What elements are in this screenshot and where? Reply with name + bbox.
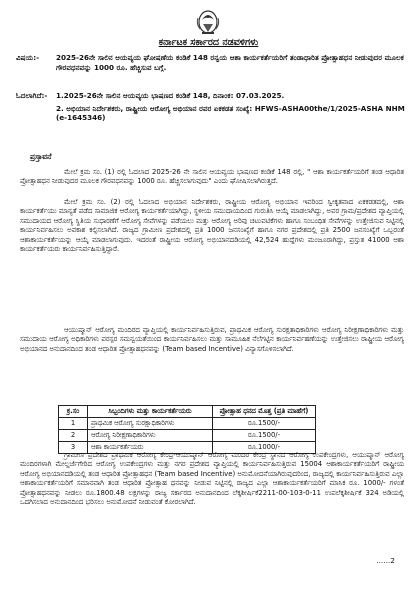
- subject-label: ವಿಷಯ:-: [16, 53, 40, 62]
- table-cell-serial: 3: [59, 441, 88, 453]
- references-row: [16, 91, 406, 135]
- table-cell-serial: 1: [59, 417, 88, 429]
- reference-2: 2. ಅಭಿಯಾನ ನಿರ್ದೇಶಕರು, ರಾಷ್ಟ್ರೀಯ ಆರೋಗ್ಯ ಅಭಿಯಾನ ರವರ ಏಕಕಡತ ಸಂಖ್ಯೆ: HFWS-ASHA00the/1/2025-ASHA NHM (e-1645346): [56, 103, 405, 123]
- paragraph-1: ಮೇಲೆ ಕ್ರಮ ಸಂ. (1) ರಲ್ಲಿ ಓದಲಾದ 2025-26 ನೇ ಸಾಲಿನ ಆಯವ್ಯಯ ಭಾಷಣದ ಕಂಡಿಕೆ 148 ರಲ್ಲಿ, " ಆಶಾ ಕಾರ್ಯಕರ್ತೆಯರಿಗೆ ತಂಡ ಆಧಾರಿತ ಪ್ರೋತ್ಸಾಹಧನ ನೀಡುವುದರ ಮೂಲಕ ಗೌರವಧನವನ್ನು 1000 ರೂ. ಹೆಚ್ಚಿಸಲಾಗುವುದು" ಎಂದು ಘೋಷಿಸಲಾಗಿರುತ್ತದೆ.: [20, 168, 404, 186]
- subject-text: 2025-26ನೇ ಸಾಲಿನ ಆಯವ್ಯಯ ಘೋಷಣೆಯ ಕಂಡಿಕೆ 148 ರನ್ವಯ ಆಶಾ ಕಾರ್ಯಕರ್ತೆಯರಿಗೆ ತಂಡಾಧಾರಿತ ಪ್ರೋತ್ಸಾಹಧನ ನೀಡುವುದರ ಮೂಲಕ ಗೌರವಧನವನ್ನು 1000 ರೂ. ಹೆಚ್ಚಿಸುವ ಬಗ್ಗೆ.: [56, 53, 404, 72]
- incentive-table: [58, 405, 316, 454]
- table-header-staff: ಸಿಬ್ಬಂದಿಗಳು ಮತ್ತು ಕಾರ್ಯಕರ್ತೆಯರು: [88, 406, 213, 418]
- karnataka-emblem-icon: [193, 6, 223, 36]
- table-cell-staff: ಆಶಾ ಕಾರ್ಯಕರ್ತೆಯರು: [88, 441, 213, 453]
- paragraph-3: ಆಯುಷ್ಮಾನ್ ಆರೋಗ್ಯ ಮಂದಿರದ ವ್ಯಾಪ್ತಿಯಲ್ಲಿ ಕಾರ್ಯನಿರ್ವಹಿಸುತ್ತಿರುವ, ಪ್ರಾಥಮಿಕ ಆರೋಗ್ಯ ಸುರಕ್ಷತಾಧಿಕಾರಿಗಳು ಆರೋಗ್ಯ ನಿರೀಕ್ಷಣಾಧಿಕಾರಿಗಳು ಮತ್ತು ಸಮುದಾಯ ಆರೋಗ್ಯ ಅಧಿಕಾರಿಗಳು ಪರಸ್ಪರ ಸಮನ್ವಯತೆಯಿಂದ ಕಾರ್ಯನಿರ್ವಹಿಸಲು ಮತ್ತು ಸಾಮೂಹಿಕ ನೆಲೆಗಟ್ಟಿನ ಕಾರ್ಯನಿರ್ವಹಣೆಯನ್ನು ಉತ್ತೇಜಿಸಲು ರಾಷ್ಟ್ರೀಯ ಆರೋಗ್ಯ ಅಭಿಯಾನದ ಅನುದಾನದಿಂದ ತಂಡ ಆಧಾರಿತ ಪ್ರೋತ್ಸಾಹಧನವನ್ನು (Team based Incentive) ವಿನ್ಯಾಸಗೊಳಿಸಲಾಗಿದೆ.: [20, 326, 404, 353]
- table-header-row: [59, 406, 316, 418]
- table-header-serial: ಕ್ರ.ಸಂ: [59, 406, 88, 418]
- references-label: ಓದಲಾಗಿದೆ:-: [16, 91, 48, 100]
- table-cell-amount: ರೂ.1500/-: [213, 429, 316, 441]
- paragraph-2: ಮೇಲೆ ಕ್ರಮ ಸಂ. (2) ರಲ್ಲಿ ಓದಲಾದ ಅಭಿಯಾನ ನಿರ್ದೇಶಕರು, ರಾಷ್ಟ್ರೀಯ ಆರೋಗ್ಯ ಅಭಿಯಾನ ಇವರಿಂದ ಸ್ವೀಕೃತವಾದ ಏಕಕಡತದಲ್ಲಿ, ಆಶಾ ಕಾರ್ಯಕರ್ತೆಯು ಮಾನ್ಯತೆ ಪಡೆದ ಸಾಮಾಜಿಕ ಆರೋಗ್ಯ ಕಾರ್ಯಕರ್ತೆಯಾಗಿದ್ದು, ಸ್ಥಳೀಯ ಸಮುದಾಯದಿಂದ ಗುರುತಿಸಿ ಆಯ್ಕೆ ಮಾಡಲಾಗಿದ್ದು, ಅವರ ಗ್ರಾಮ/ಪ್ರದೇಶದ ವ್ಯಾಪ್ತಿಯಲ್ಲಿ ಸಮುದಾಯದ ಆರೋಗ್ಯ ಸ್ಥಿತಿಯ ಸುಧಾರಣೆಗೆ ಆರೋಗ್ಯ ಸೇವೆಗಳನ್ನು ಪಡೆಯಲು ಮತ್ತು ಆರೋಗ್ಯ ಅರಿವು ಚಟುವಟಿಕೆಗಳು ಹಾಗೂ ಸಂಬಂಧಿತ ಸೇವೆಗಳನ್ನು ಉತ್ತೇಜಿಸುವ ನಿಟ್ಟಿನಲ್ಲಿ ಕಾರ್ಯನಿರ್ವಹಿಸಲು ಅವಕಾಶ ಕಲ್ಪಿಸಲಾಗಿದೆ. ರಾಜ್ಯದ ಗ್ರಾಮೀಣ ಪ್ರದೇಶದಲ್ಲಿ ಪ್ರತಿ 1000 ಜನಸಂಖ್ಯೆಗೆ ಹಾಗೂ ನಗರ ಪ್ರದೇಶದಲ್ಲಿ ಪ್ರತಿ 2500 ಜನಸಂಖ್ಯೆಗೆ ಒಬ್ಬರಂತೆ ಆಶಾಕಾರ್ಯಕರ್ತೆಯನ್ನು ಆಯ್ಕೆ ಮಾಡಲಾಗುವುದು. ಇದರಂತೆ ರಾಷ್ಟ್ರೀಯ ಆರೋಗ್ಯ ಅಭಿಯಾನದಡಿಯಲ್ಲಿ 42,524 ಹುದ್ದೆಗಳು ಮಂಜೂರಾಗಿದ್ದು, ಪ್ರಸ್ತುತ 41000 ಆಶಾ ಕಾರ್ಯಕರ್ತೆಯರು ಕಾರ್ಯನಿರ್ವಹಿಸುತ್ತಿದ್ದಾರೆ.: [20, 198, 404, 254]
- reference-1: 1.2025-26ನೇ ಸಾಲಿನ ಆಯವ್ಯಯ ಭಾಷಣದ ಕಂಡಿಕೆ 148, ದಿನಾಂಕ: 07.03.2025.: [56, 91, 285, 100]
- table-cell-amount: ರೂ.1500/-: [213, 417, 316, 429]
- table-header-amount: ಪ್ರೋತ್ಸಾಹ ಧನದ ಮೊತ್ತ (ಪ್ರತಿ ಮಾಹೆಗೆ): [213, 406, 316, 418]
- page-continuation: ......2: [376, 556, 395, 565]
- table-cell-staff: ಆರೋಗ್ಯ ನಿರೀಕ್ಷಣಾಧಿಕಾರಿಗಳು: [88, 429, 213, 441]
- table-row: [59, 417, 316, 429]
- table-row: [59, 429, 316, 441]
- table-cell-amount: ರೂ.1000/-: [213, 441, 316, 453]
- subject-row: [16, 53, 406, 83]
- table-cell-staff: ಪ್ರಾಥಮಿಕ ಆರೋಗ್ಯ ಸುರಕ್ಷಾಧಿಕಾರಿಗಳು: [88, 417, 213, 429]
- table-cell-serial: 2: [59, 429, 88, 441]
- preamble-heading: ಪ್ರಸ್ತಾವನೆ: [30, 152, 52, 161]
- document-title: ಕರ್ನಾಟಕ ಸರ್ಕಾರದ ನಡವಳಿಗಳು: [158, 37, 259, 48]
- paragraph-4: ಗ್ರಾಮೀಣ ಪ್ರದೇಶದ ಪ್ರಾಥಮಿಕ ಆರೋಗ್ಯ ಕೇಂದ್ರ-ಆಯುಷ್ಮಾನ್ ಆರೋಗ್ಯ ಮಂದಿರ ಕೇಂದ್ರ ಸ್ಥಾನದ ಆರೋಗ್ಯ ಉಪಕೇಂದ್ರಗಳು, ಆಯುಷ್ಮಾನ್ ಆರೋಗ್ಯ ಮಂದಿರಗಳಾಗಿ ಮೇಲ್ದರ್ಜೆಗೇರಿದ ಆರೋಗ್ಯ ಉಪಕೇಂದ್ರಗಳು ಮತ್ತು ನಗರ ಪ್ರದೇಶದ ವ್ಯಾಪ್ತಿಯಲ್ಲಿ ಕಾರ್ಯನಿರ್ವಹಿಸುತ್ತಿರುವ 15004 ಆಶಾಕಾರ್ಯಕರ್ತೆಯರಿಗೆ ರಾಷ್ಟ್ರೀಯ ಆರೋಗ್ಯ ಅಭಿಯಾನದಡಿಯಲ್ಲಿ ತಂಡ ಆಧಾರಿತ ಪ್ರೋತ್ಸಾಹಧನ (Team based Incentive) ಅನುಮೋದನೆಯಾಗಿರುವುದರಿಂದ, ರಾಜ್ಯದಲ್ಲಿ ಕಾರ್ಯನಿರ್ವಹಿಸುತ್ತಿರುವ ಎಲ್ಲಾ ಆಶಾಕಾರ್ಯಕರ್ತೆಯರಿಗೆ ಸಮಾನವಾಗಿ ತಂಡ ಆಧಾರಿತ ಪ್ರೋತ್ಸಾಹ ಧನವನ್ನು ನೀಡುವ ನಿಟ್ಟಿನಲ್ಲಿ ರಾಜ್ಯದ ಎಲ್ಲಾ ಆಶಾಕಾರ್ಯಕರ್ತೆಯರಿಗೆ ಮಾಸಿಕ ರೂ. 1000/- ಗಳಂತೆ ಪ್ರೋತ್ಸಾಹಧನವನ್ನು ನೀಡಲು ರೂ.1800.48 ಲಕ್ಷಗಳನ್ನು ರಾಜ್ಯ ಸರ್ಕಾರದ ಅನುದಾನದಿಂದ ಲೆಕ್ಕಶೀರ್ಷಿಕೆ2211-00-103-0-11 ಉಪಲೆಕ್ಕಶೀರ್ಷಿಕೆ 324 ಅಡಿಯಲ್ಲಿ ಒದಗಿಸಲಾದ ಅನುದಾನದಿಂದ ಭರಿಸಲು ಅನುಮೋದನೆ ನೀಡುವಂತೆ ಕೋರಲಾಗಿದೆ.: [20, 451, 404, 507]
